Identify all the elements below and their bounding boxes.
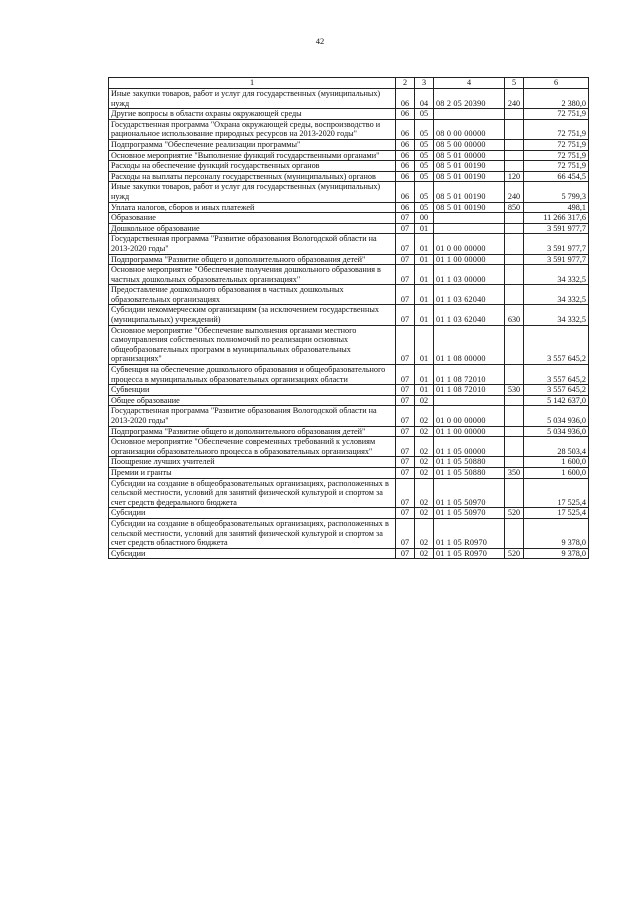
subsection-code-cell: 02 (415, 395, 434, 406)
amount-cell: 1 600,0 (524, 457, 589, 468)
table-row (109, 478, 589, 508)
row-name-cell: Государственная программа "Развитие образования Вологодской области на 2013-2020 годы" (109, 406, 396, 426)
table-row (109, 139, 589, 150)
amount-cell: 5 142 637,0 (524, 395, 589, 406)
row-name-cell: Другие вопросы в области охраны окружающей среды (109, 109, 396, 120)
row-name-cell: Расходы на выплаты персоналу государственных (муниципальных) органов (109, 171, 396, 182)
table-row (109, 548, 589, 559)
target-article-cell: 01 1 00 00000 (434, 254, 505, 265)
target-article-cell: 01 1 05 00000 (434, 437, 505, 457)
amount-cell: 3 557 645,2 (524, 325, 589, 364)
subsection-code-cell: 01 (415, 365, 434, 385)
section-code-cell: 07 (396, 518, 415, 548)
target-article-cell: 01 1 05 50970 (434, 508, 505, 519)
section-code-cell: 07 (396, 437, 415, 457)
header-cell: 3 (415, 78, 434, 89)
subsection-code-cell: 01 (415, 285, 434, 305)
target-article-cell: 01 1 05 50880 (434, 467, 505, 478)
table-row (109, 182, 589, 202)
section-code-cell: 07 (396, 223, 415, 234)
subsection-code-cell: 05 (415, 171, 434, 182)
amount-cell: 3 557 645,2 (524, 365, 589, 385)
row-name-cell: Субвенция на обеспечение дошкольного образования и общеобразовательного процесса в муниципальных образовательных организациях области (109, 365, 396, 385)
target-article-cell (434, 213, 505, 224)
expense-type-cell: 240 (505, 89, 524, 109)
expense-type-cell (505, 365, 524, 385)
section-code-cell: 07 (396, 265, 415, 285)
row-name-cell: Основное мероприятие "Обеспечение современных требований к условиям организации образовательного процесса в образовательных организациях" (109, 437, 396, 457)
row-name-cell: Дошкольное образование (109, 223, 396, 234)
expense-type-cell (505, 161, 524, 172)
section-code-cell: 07 (396, 285, 415, 305)
target-article-cell: 08 0 00 00000 (434, 119, 505, 139)
expense-type-cell (505, 325, 524, 364)
target-article-cell: 08 5 01 00190 (434, 171, 505, 182)
section-code-cell: 06 (396, 150, 415, 161)
section-code-cell: 07 (396, 406, 415, 426)
expense-type-cell (505, 139, 524, 150)
target-article-cell: 08 5 01 00000 (434, 150, 505, 161)
subsection-code-cell: 05 (415, 139, 434, 150)
section-code-cell: 07 (396, 385, 415, 396)
table-row (109, 265, 589, 285)
subsection-code-cell: 02 (415, 508, 434, 519)
table-row (109, 457, 589, 468)
header-cell: 6 (524, 78, 589, 89)
target-article-cell: 01 0 00 00000 (434, 406, 505, 426)
row-name-cell: Субсидии на создание в общеобразовательных организациях, расположенных в сельской местности, условий для занятий физической культурой и спортом за счет средств федерального бюджета (109, 478, 396, 508)
row-name-cell: Иные закупки товаров, работ и услуг для государственных (муниципальных) нужд (109, 182, 396, 202)
budget-table (108, 77, 589, 559)
amount-cell: 9 378,0 (524, 548, 589, 559)
target-article-cell: 08 5 01 00190 (434, 202, 505, 213)
table-row (109, 171, 589, 182)
expense-type-cell: 120 (505, 171, 524, 182)
expense-type-cell (505, 223, 524, 234)
table-row (109, 89, 589, 109)
amount-cell: 3 591 977,7 (524, 223, 589, 234)
table-row (109, 234, 589, 254)
target-article-cell: 01 1 08 72010 (434, 385, 505, 396)
subsection-code-cell: 01 (415, 254, 434, 265)
table-row (109, 385, 589, 396)
section-code-cell: 07 (396, 395, 415, 406)
target-article-cell (434, 223, 505, 234)
amount-cell: 498,1 (524, 202, 589, 213)
target-article-cell: 01 1 03 00000 (434, 265, 505, 285)
subsection-code-cell: 05 (415, 202, 434, 213)
row-name-cell: Подпрограмма "Обеспечение реализации программы" (109, 139, 396, 150)
expense-type-cell (505, 150, 524, 161)
section-code-cell: 07 (396, 426, 415, 437)
amount-cell: 3 591 977,7 (524, 234, 589, 254)
amount-cell: 3 557 645,2 (524, 385, 589, 396)
section-code-cell: 07 (396, 305, 415, 325)
section-code-cell: 06 (396, 109, 415, 120)
row-name-cell: Субсидии на создание в общеобразовательных организациях, расположенных в сельской местности, условий для занятий физической культурой и спортом за счет средств областного бюджета (109, 518, 396, 548)
row-name-cell: Общее образование (109, 395, 396, 406)
table-row (109, 508, 589, 519)
expense-type-cell (505, 426, 524, 437)
target-article-cell: 08 2 05 20390 (434, 89, 505, 109)
target-article-cell: 08 5 01 00190 (434, 161, 505, 172)
row-name-cell: Основное мероприятие "Обеспечение выполнения органами местного самоуправления собственных полномочий по реализации основных общеобразовательных программ в муниципальных образовательных организациях" (109, 325, 396, 364)
expense-type-cell (505, 406, 524, 426)
expense-type-cell (505, 119, 524, 139)
amount-cell: 34 332,5 (524, 285, 589, 305)
section-code-cell: 07 (396, 467, 415, 478)
target-article-cell (434, 395, 505, 406)
subsection-code-cell: 02 (415, 548, 434, 559)
section-code-cell: 06 (396, 161, 415, 172)
amount-cell: 11 266 317,6 (524, 213, 589, 224)
section-code-cell: 07 (396, 508, 415, 519)
row-name-cell: Субсидии (109, 508, 396, 519)
target-article-cell: 01 1 08 00000 (434, 325, 505, 364)
expense-type-cell (505, 478, 524, 508)
section-code-cell: 07 (396, 478, 415, 508)
subsection-code-cell: 04 (415, 89, 434, 109)
header-cell: 4 (434, 78, 505, 89)
row-name-cell: Подпрограмма "Развитие общего и дополнительного образования детей" (109, 254, 396, 265)
table-row (109, 406, 589, 426)
table-row (109, 395, 589, 406)
expense-type-cell: 240 (505, 182, 524, 202)
amount-cell: 5 034 936,0 (524, 406, 589, 426)
table-row (109, 119, 589, 139)
row-name-cell: Государственная программа "Развитие образования Вологодской области на 2013-2020 годы" (109, 234, 396, 254)
section-code-cell: 07 (396, 254, 415, 265)
section-code-cell: 07 (396, 234, 415, 254)
row-name-cell: Субсидии некоммерческим организациям (за исключением государственных (муниципальных) учреждений) (109, 305, 396, 325)
row-name-cell: Подпрограмма "Развитие общего и дополнительного образования детей" (109, 426, 396, 437)
section-code-cell: 07 (396, 213, 415, 224)
table-row (109, 285, 589, 305)
amount-cell: 5 034 936,0 (524, 426, 589, 437)
subsection-code-cell: 05 (415, 150, 434, 161)
subsection-code-cell: 02 (415, 457, 434, 468)
subsection-code-cell: 05 (415, 161, 434, 172)
expense-type-cell (505, 265, 524, 285)
subsection-code-cell: 05 (415, 182, 434, 202)
header-cell: 2 (396, 78, 415, 89)
target-article-cell: 01 0 00 00000 (434, 234, 505, 254)
expense-type-cell (505, 457, 524, 468)
subsection-code-cell: 01 (415, 223, 434, 234)
expense-type-cell: 520 (505, 508, 524, 519)
target-article-cell: 01 1 05 R0970 (434, 518, 505, 548)
target-article-cell (434, 109, 505, 120)
amount-cell: 17 525,4 (524, 508, 589, 519)
subsection-code-cell: 00 (415, 213, 434, 224)
section-code-cell: 06 (396, 182, 415, 202)
row-name-cell: Поощрение лучших учителей (109, 457, 396, 468)
amount-cell: 2 380,0 (524, 89, 589, 109)
expense-type-cell (505, 109, 524, 120)
amount-cell: 34 332,5 (524, 305, 589, 325)
table-row (109, 426, 589, 437)
expense-type-cell: 520 (505, 548, 524, 559)
row-name-cell: Предоставление дошкольного образования в частных дошкольных образовательных организациях (109, 285, 396, 305)
amount-cell: 72 751,9 (524, 139, 589, 150)
target-article-cell: 01 1 00 00000 (434, 426, 505, 437)
subsection-code-cell: 02 (415, 518, 434, 548)
expense-type-cell (505, 285, 524, 305)
target-article-cell: 01 1 05 50970 (434, 478, 505, 508)
expense-type-cell (505, 395, 524, 406)
expense-type-cell: 350 (505, 467, 524, 478)
table-row (109, 213, 589, 224)
subsection-code-cell: 01 (415, 325, 434, 364)
table-row (109, 518, 589, 548)
amount-cell: 17 525,4 (524, 478, 589, 508)
table-body (109, 78, 589, 559)
target-article-cell: 01 1 03 62040 (434, 305, 505, 325)
table-row (109, 202, 589, 213)
table-row (109, 467, 589, 478)
amount-cell: 5 799,3 (524, 182, 589, 202)
header-cell: 5 (505, 78, 524, 89)
table-row (109, 109, 589, 120)
table-row (109, 150, 589, 161)
expense-type-cell: 530 (505, 385, 524, 396)
expense-type-cell: 850 (505, 202, 524, 213)
amount-cell: 34 332,5 (524, 265, 589, 285)
expense-type-cell (505, 234, 524, 254)
row-name-cell: Образование (109, 213, 396, 224)
amount-cell: 72 751,9 (524, 119, 589, 139)
target-article-cell: 01 1 08 72010 (434, 365, 505, 385)
section-code-cell: 07 (396, 365, 415, 385)
subsection-code-cell: 02 (415, 467, 434, 478)
expense-type-cell (505, 254, 524, 265)
amount-cell: 28 503,4 (524, 437, 589, 457)
section-code-cell: 07 (396, 325, 415, 364)
table-row (109, 254, 589, 265)
header-row (109, 78, 589, 89)
section-code-cell: 06 (396, 171, 415, 182)
row-name-cell: Расходы на обеспечение функций государственных органов (109, 161, 396, 172)
row-name-cell: Основное мероприятие "Выполнение функций государственными органами" (109, 150, 396, 161)
section-code-cell: 06 (396, 202, 415, 213)
subsection-code-cell: 02 (415, 478, 434, 508)
section-code-cell: 07 (396, 548, 415, 559)
row-name-cell: Премии и гранты (109, 467, 396, 478)
amount-cell: 72 751,9 (524, 161, 589, 172)
subsection-code-cell: 01 (415, 385, 434, 396)
amount-cell: 66 454,5 (524, 171, 589, 182)
section-code-cell: 07 (396, 457, 415, 468)
expense-type-cell (505, 437, 524, 457)
subsection-code-cell: 02 (415, 437, 434, 457)
amount-cell: 9 378,0 (524, 518, 589, 548)
subsection-code-cell: 01 (415, 305, 434, 325)
table-row (109, 223, 589, 234)
target-article-cell: 08 5 01 00190 (434, 182, 505, 202)
expense-type-cell (505, 213, 524, 224)
subsection-code-cell: 05 (415, 109, 434, 120)
amount-cell: 3 591 977,7 (524, 254, 589, 265)
subsection-code-cell: 01 (415, 265, 434, 285)
section-code-cell: 06 (396, 119, 415, 139)
section-code-cell: 06 (396, 89, 415, 109)
expense-type-cell: 630 (505, 305, 524, 325)
table-row (109, 365, 589, 385)
subsection-code-cell: 02 (415, 406, 434, 426)
row-name-cell: Основное мероприятие "Обеспечение получения дошкольного образования в частных дошкольных образовательных организациях" (109, 265, 396, 285)
subsection-code-cell: 05 (415, 119, 434, 139)
table-row (109, 305, 589, 325)
row-name-cell: Уплата налогов, сборов и иных платежей (109, 202, 396, 213)
target-article-cell: 01 1 03 62040 (434, 285, 505, 305)
expense-type-cell (505, 518, 524, 548)
row-name-cell: Государственная программа "Охрана окружающей среды, воспроизводство и рациональное использование природных ресурсов на 2013-2020 годы" (109, 119, 396, 139)
amount-cell: 1 600,0 (524, 467, 589, 478)
table-row (109, 161, 589, 172)
row-name-cell: Субсидии (109, 548, 396, 559)
table-row (109, 437, 589, 457)
page-number: 42 (315, 36, 325, 46)
amount-cell: 72 751,9 (524, 109, 589, 120)
target-article-cell: 01 1 05 50880 (434, 457, 505, 468)
target-article-cell: 08 5 00 00000 (434, 139, 505, 150)
header-cell: 1 (109, 78, 396, 89)
table-row (109, 325, 589, 364)
target-article-cell: 01 1 05 R0970 (434, 548, 505, 559)
row-name-cell: Иные закупки товаров, работ и услуг для государственных (муниципальных) нужд (109, 89, 396, 109)
amount-cell: 72 751,9 (524, 150, 589, 161)
row-name-cell: Субвенции (109, 385, 396, 396)
subsection-code-cell: 02 (415, 426, 434, 437)
section-code-cell: 06 (396, 139, 415, 150)
subsection-code-cell: 01 (415, 234, 434, 254)
